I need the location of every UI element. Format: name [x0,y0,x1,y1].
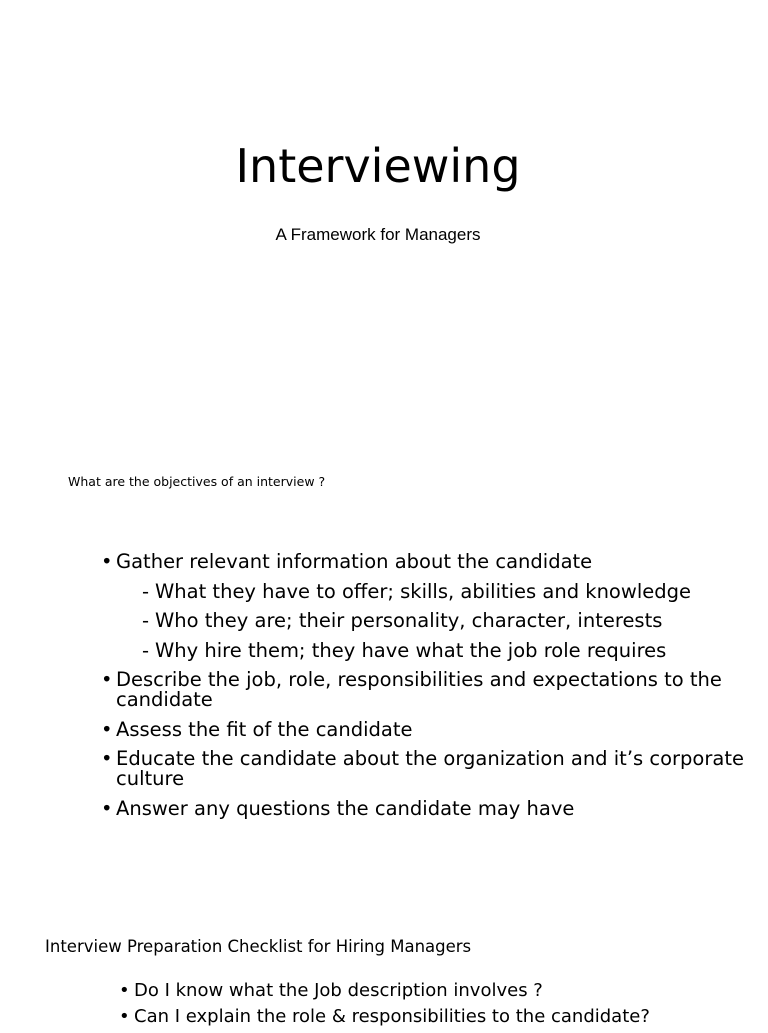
objective-item: • Describe the job, role, responsibilities and expectations to the candidate [100,670,760,710]
objective-subitem [100,638,760,662]
page-title: Interviewing [235,139,521,193]
checklist-list [118,981,758,1033]
objective-item: • Answer any questions the candidate may have [100,799,760,819]
objective-subitem-text: Why hire them; they have what the job role requires [155,638,667,662]
objective-item: • Educate the candidate about the organization and it’s corporate culture [100,749,760,789]
objective-subitem-text: Who they are; their personality, character, interests [155,609,663,632]
checklist-item: • Can I explain the role & responsibilities to the candidate? [118,1007,758,1027]
objective-subitem-text: What they have to offer; skills, abilities and knowledge [155,579,691,603]
objective-subitem [100,611,760,631]
objective-item: • Gather relevant information about the candidate [100,552,760,572]
checklist-heading: Interview Preparation Checklist for Hiring Managers [45,937,472,956]
objectives-heading: What are the objectives of an interview ? [68,474,326,489]
checklist-item: • Do I know what the Job description involves ? [118,981,758,1001]
objective-item: • Assess the fit of the candidate [100,720,760,740]
page-subtitle: A Framework for Managers [275,225,481,244]
objectives-list [100,552,760,828]
objective-subitem [100,579,760,603]
